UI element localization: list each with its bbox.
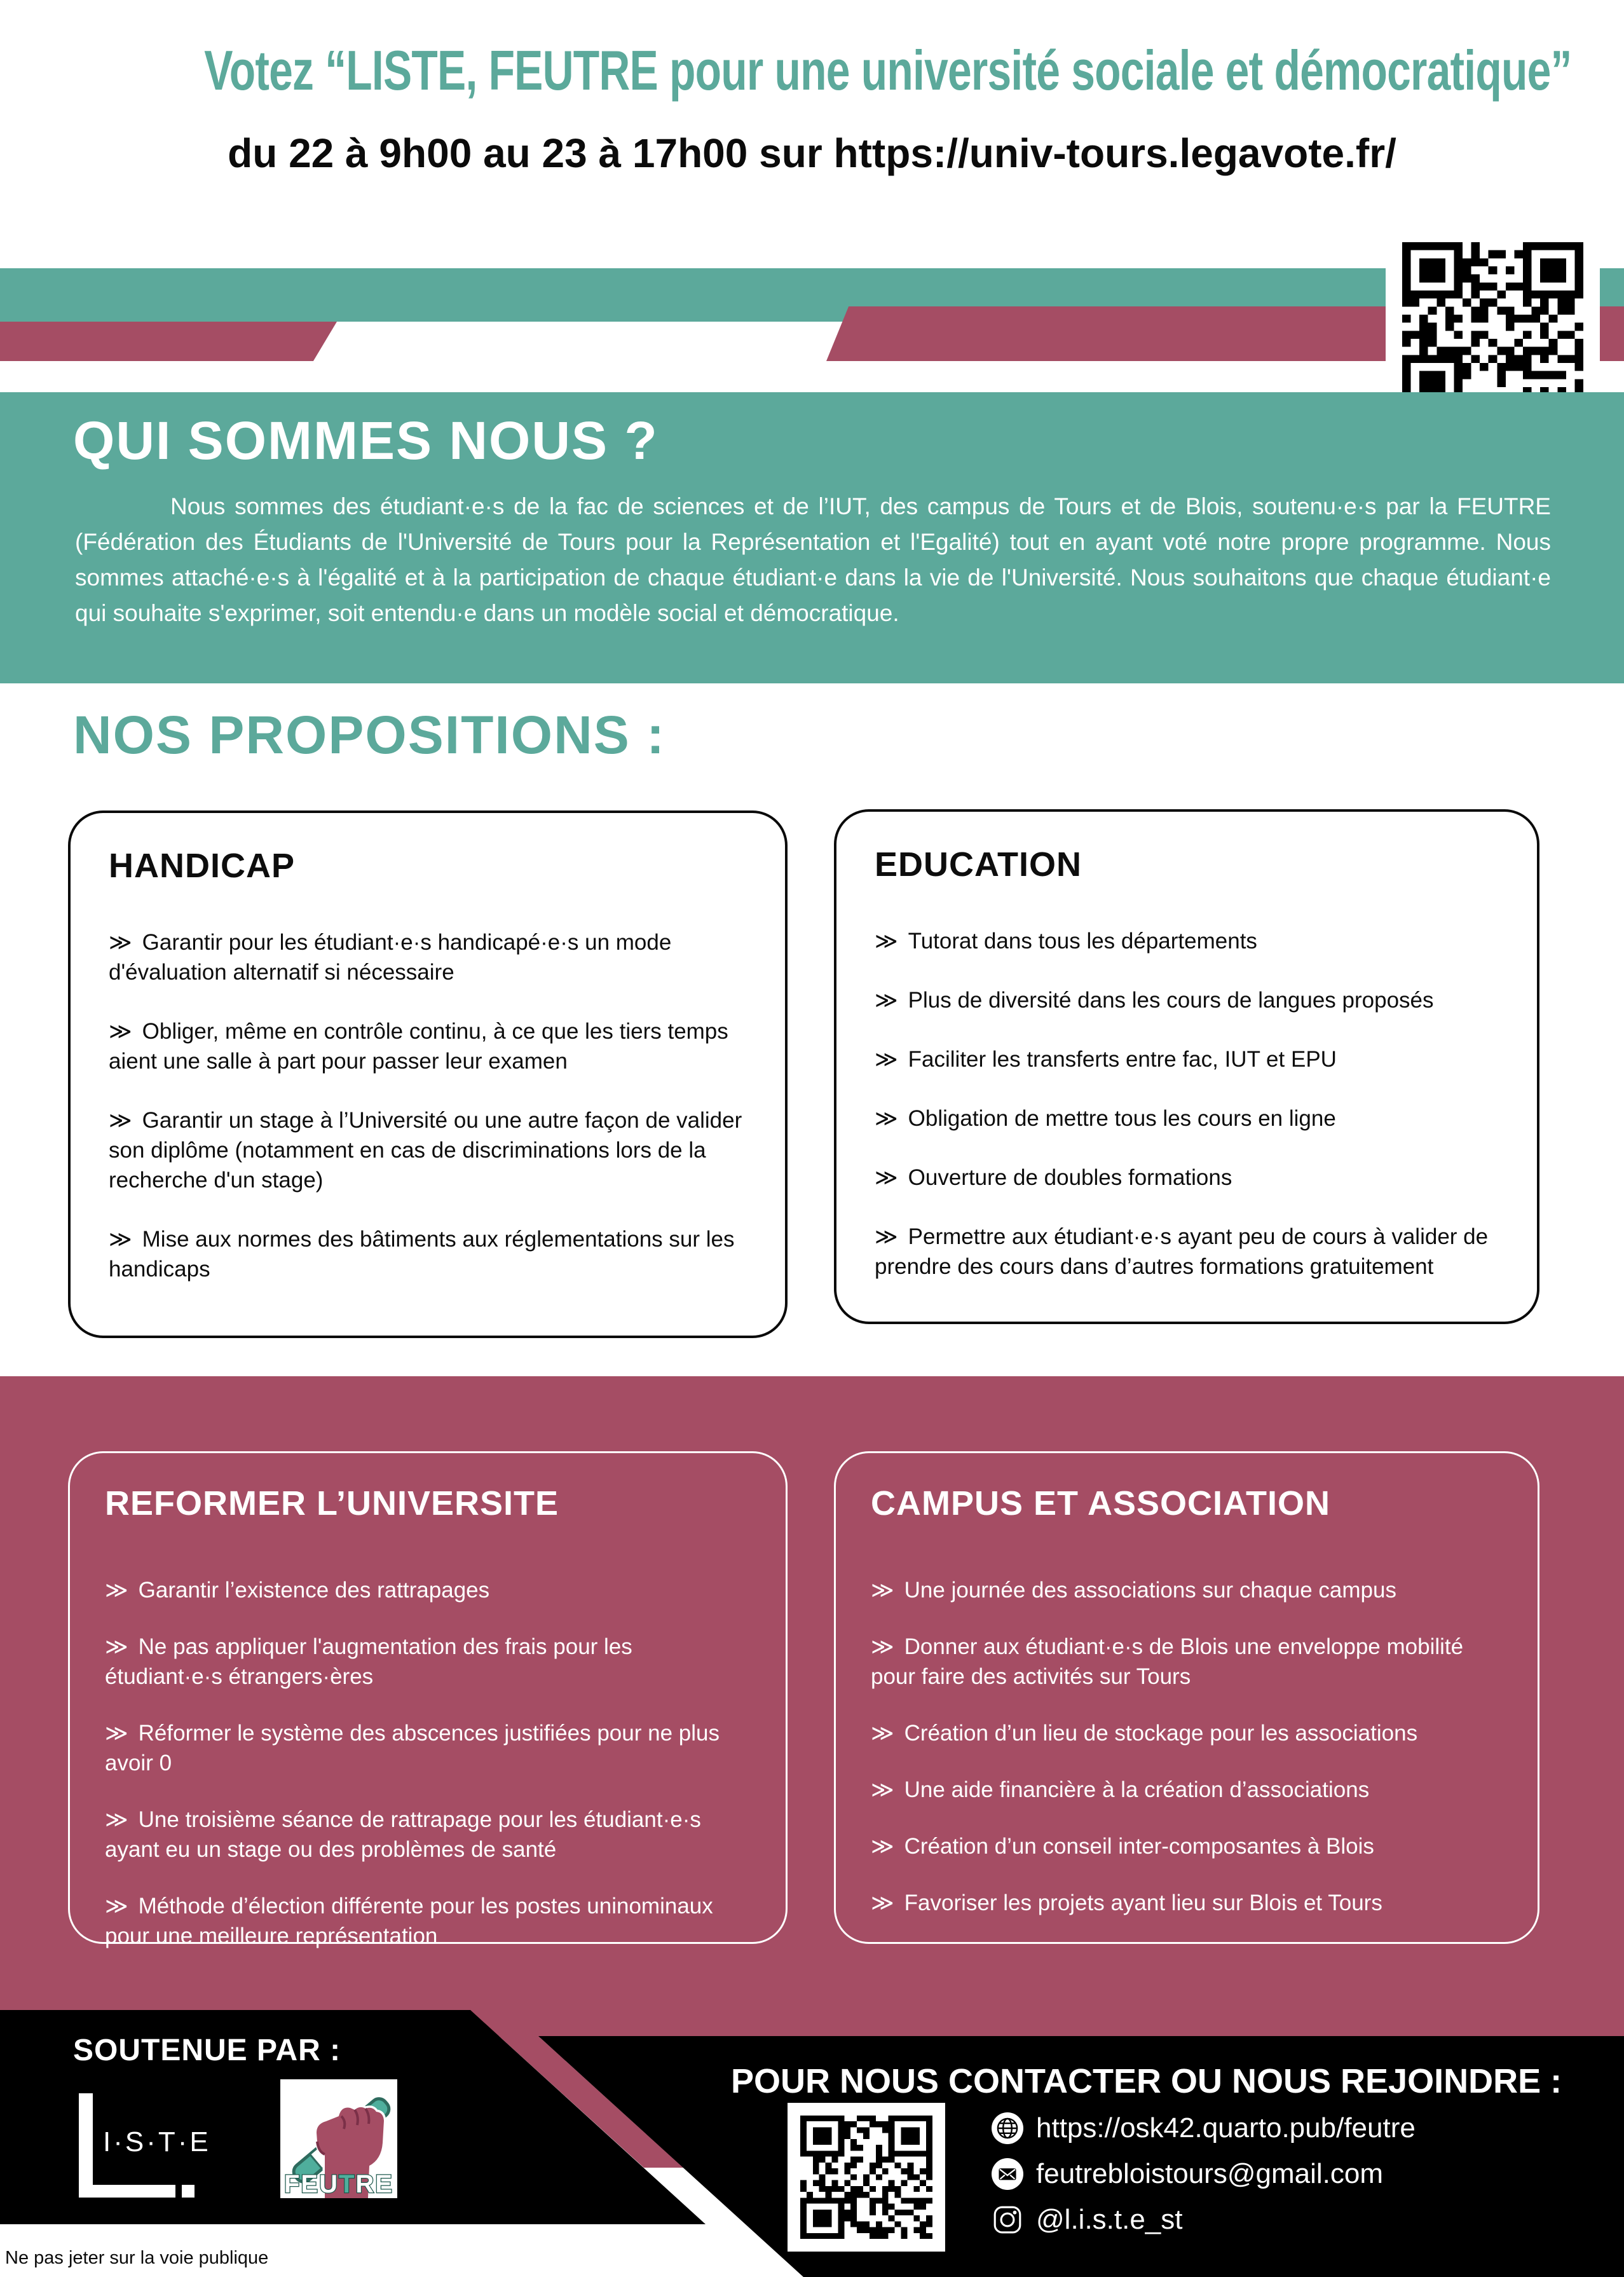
contact-qr-code [788,2103,945,2252]
card-handicap [68,810,788,1338]
about-heading: QUI SOMMES NOUS ? [73,411,658,470]
svg-text:FEUTRE: FEUTRE [283,2170,394,2198]
chevron-bullet-icon: ≫ [871,1721,894,1746]
list-item: ≫ Garantir pour les étudiant·e·s handicapé·e·s un mode d'évaluation alternatif si nécessaire [109,927,747,987]
list-item: ≫ Une troisième séance de rattrapage pour les étudiant·e·s ayant eu un stage ou des problèmes de santé [105,1805,751,1864]
card-reformer-title: REFORMER L’UNIVERSITE [105,1484,559,1522]
chevron-bullet-icon: ≫ [871,1634,894,1659]
list-item: ≫ Permettre aux étudiant·e·s ayant peu de cours à valider de prendre des cours dans d’autres formations gratuitement [875,1222,1499,1282]
chevron-bullet-icon: ≫ [109,1019,132,1044]
chevron-bullet-icon: ≫ [875,1106,898,1131]
envelope-icon [992,2158,1023,2190]
card-campus-association [834,1451,1539,1944]
supported-by-label: SOUTENUE PAR : [73,2034,341,2067]
list-item: ≫ Mise aux normes des bâtiments aux réglementations sur les handicaps [109,1224,747,1284]
maroon-section [0,1376,1624,2038]
card-education-list [875,926,1499,1282]
contact-website: https://osk42.quarto.pub/feutre [1036,2112,1416,2144]
list-item: ≫ Tutorat dans tous les départements [875,926,1499,956]
list-item: ≫ Ouverture de doubles formations [875,1163,1499,1193]
contact-email-row [992,2156,1383,2192]
list-item: ≫ Plus de diversité dans les cours de langues proposés [875,985,1499,1015]
chevron-bullet-icon: ≫ [875,988,898,1013]
chevron-bullet-icon: ≫ [109,1227,132,1252]
chevron-bullet-icon: ≫ [105,1634,128,1659]
disclaimer-text: Ne pas jeter sur la voie publique [5,2248,269,2268]
list-item: ≫ Ne pas appliquer l'augmentation des frais pour les étudiant·e·s étrangers·ères [105,1632,751,1692]
list-item: ≫ Obligation de mettre tous les cours en ligne [875,1104,1499,1133]
chevron-bullet-icon: ≫ [109,1108,132,1133]
vote-dates-url: du 22 à 9h00 au 23 à 17h00 sur https://univ-tours.legavote.fr/ [228,130,1396,176]
card-education [834,809,1539,1324]
list-item: ≫ Une journée des associations sur chaque campus [871,1575,1503,1605]
card-reformer-universite [68,1451,788,1948]
liste-logo-dot [182,2185,194,2198]
card-education-title: EDUCATION [875,845,1082,884]
propositions-heading: NOS PROPOSITIONS : [73,705,666,765]
chevron-bullet-icon: ≫ [109,930,132,955]
liste-logo-bar [79,2093,93,2198]
contact-email: feutrebloistours@gmail.com [1036,2158,1383,2189]
chevron-bullet-icon: ≫ [875,1224,898,1249]
card-handicap-list [109,927,747,1284]
card-reformer-list [105,1575,751,1951]
chevron-bullet-icon: ≫ [871,1891,894,1915]
contact-heading: POUR NOUS CONTACTER OU NOUS REJOINDRE : [731,2062,1562,2100]
list-item: ≫ Création d’un lieu de stockage pour les associations [871,1718,1503,1748]
instagram-icon [992,2204,1023,2236]
card-campus-list [871,1575,1503,1918]
chevron-bullet-icon: ≫ [105,1807,128,1832]
feutre-fist-marker-icon [280,2079,397,2198]
card-campus-title: CAMPUS ET ASSOCIATION [871,1484,1331,1522]
chevron-bullet-icon: ≫ [875,929,898,954]
maroon-stripe-left [0,322,337,361]
globe-icon [992,2112,1023,2144]
list-item: ≫ Garantir un stage à l’Université ou une autre façon de valider son diplôme (notamment en cas de discriminations lors de la recherche d'un stage) [109,1105,747,1195]
list-item: ≫ Création d’un conseil inter-composantes à Blois [871,1831,1503,1861]
liste-logo-foot [79,2185,175,2198]
list-item: ≫ Réformer le système des abscences justifiées pour ne plus avoir 0 [105,1718,751,1778]
about-section [0,392,1624,683]
contact-website-row [992,2110,1416,2146]
chevron-bullet-icon: ≫ [105,1578,128,1603]
chevron-bullet-icon: ≫ [871,1777,894,1802]
list-item: ≫ Donner aux étudiant·e·s de Blois une enveloppe mobilité pour faire des activités sur Tours [871,1632,1503,1692]
liste-logo [79,2093,212,2201]
chevron-bullet-icon: ≫ [871,1834,894,1859]
card-handicap-title: HANDICAP [109,847,296,885]
chevron-bullet-icon: ≫ [875,1047,898,1072]
chevron-bullet-icon: ≫ [105,1721,128,1746]
contact-instagram: @l.i.s.t.e_st [1036,2204,1183,2235]
chevron-bullet-icon: ≫ [105,1894,128,1918]
about-paragraph: Nous sommes des étudiant·e·s de la fac de sciences et de l’IUT, des campus de Tours et de Blois, soutenu·e·s par la FEUTRE (Fédération des Étudiants de l'Université de Tours pour la Représentation et l'Egalité) tout en ayant voté notre propre programme. Nous sommes attaché·e·s à l'égalité et à la participation de chaque étudiant·e dans la vie de l'Université. Nous souhaitons que chaque étudiant·e qui souhaite s'exprimer, soit entendu·e dans un modèle social et démocratique. [75,493,1551,626]
contact-instagram-row [992,2202,1183,2238]
list-item: ≫ Méthode d’élection différente pour les postes uninominaux pour une meilleure représentation [105,1891,751,1951]
chevron-bullet-icon: ≫ [875,1165,898,1190]
page-title: Votez “LISTE, FEUTRE pour une université sociale et démocratique” [204,39,1572,102]
feutre-logo [280,2079,397,2198]
list-item: ≫ Obliger, même en contrôle continu, à ce que les tiers temps aient une salle à part pour passer leur examen [109,1016,747,1076]
list-item: ≫ Une aide financière à la création d’associations [871,1775,1503,1805]
list-item: ≫ Garantir l’existence des rattrapages [105,1575,751,1605]
liste-logo-text: I·S·T·E [103,2126,211,2157]
chevron-bullet-icon: ≫ [871,1578,894,1603]
list-item: ≫ Favoriser les projets ayant lieu sur Blois et Tours [871,1888,1503,1918]
list-item: ≫ Faciliter les transferts entre fac, IUT et EPU [875,1044,1499,1074]
